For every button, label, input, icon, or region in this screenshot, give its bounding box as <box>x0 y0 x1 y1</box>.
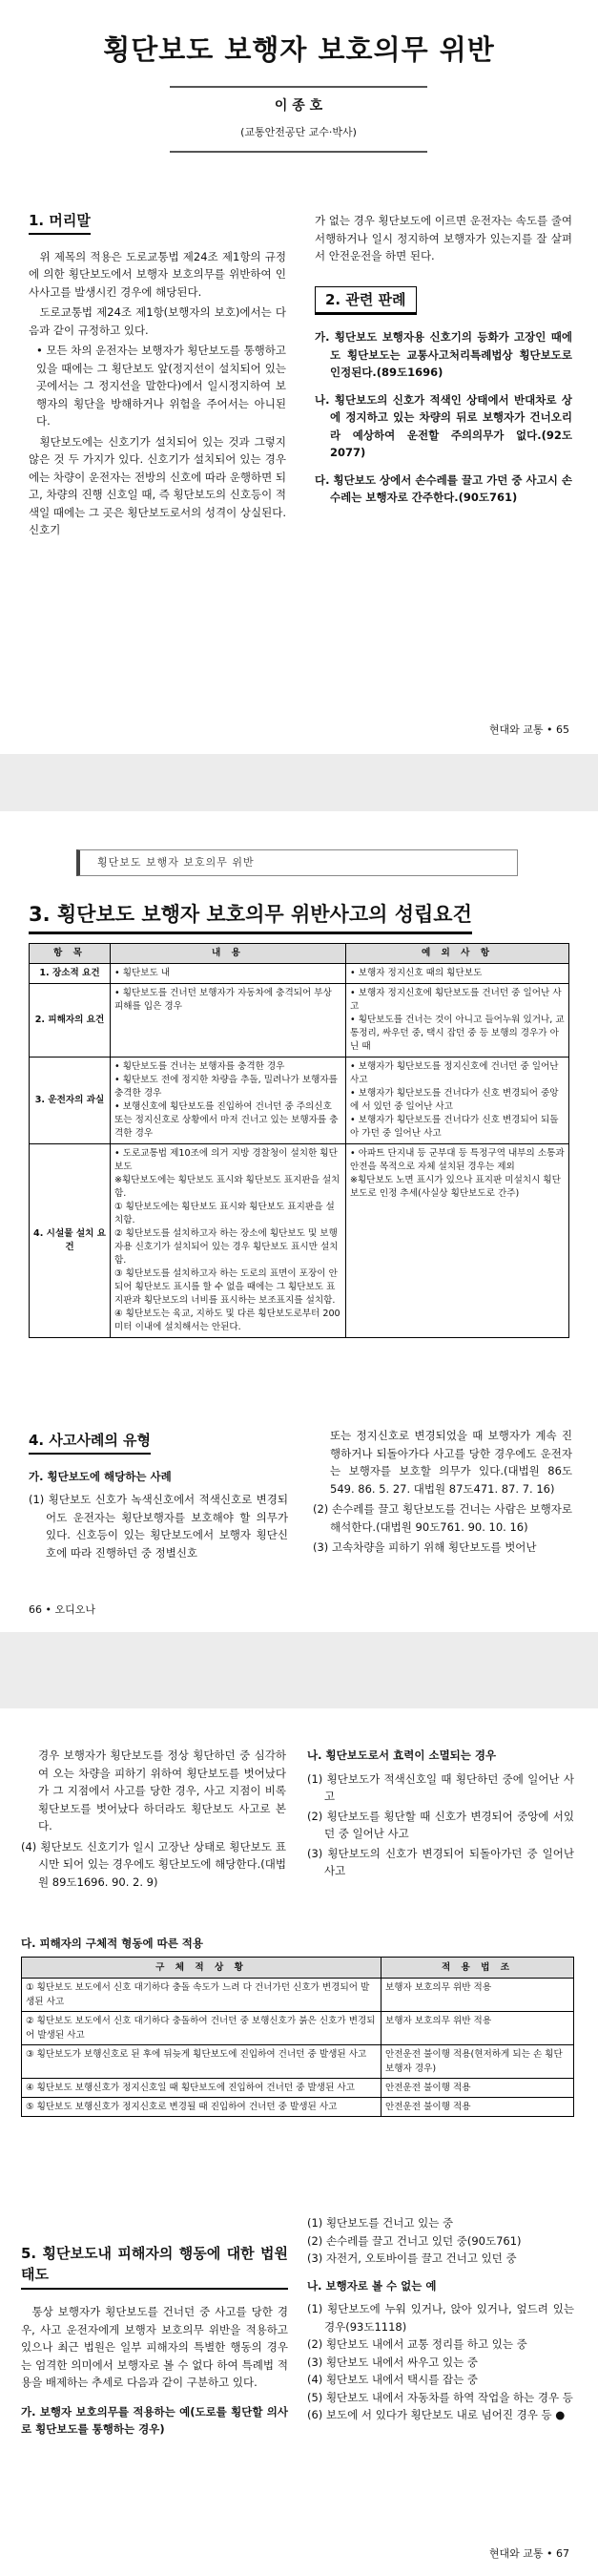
table-cell: ① 횡단보도 보도에서 신호 대기하다 충돌 속도가 느려 다 건너가던 신호가 변경되어 발생된 사고 <box>22 1979 381 2012</box>
case-item: (3) 자전거, 오토바이를 끌고 건너고 있던 중 <box>307 2251 517 2265</box>
precedent-item: 다. 횡단보도 상에서 손수레를 끌고 가던 중 사고시 손수레는 보행자로 간주한다.(90도761) <box>315 472 572 504</box>
case-item: (2) 손수레를 끌고 건너고 있던 중(90도761) <box>307 2233 522 2248</box>
case-item: (1) 횡단보도를 건너고 있는 중 <box>307 2216 454 2230</box>
page-65 <box>0 0 598 754</box>
table-cell: 보행자 보호의무 위반 적용 <box>381 2012 574 2045</box>
page-footer: 현대와 교통 • 65 <box>488 723 569 736</box>
table-cell: 안전운전 불이행 적용 <box>381 2098 574 2117</box>
paragraph: 횡단보도에는 신호기가 설치되어 있는 것과 그렇지 않은 것 두 가지가 있다. 신호기가 설치되어 있는 경우에는 차량이 운전자는 전방의 신호에 따라 운행하면 되고, 차량의 진행 신호일 때, 즉 횡단보도의 신호등이 적색일 때에는 그 곳은 횡단보도로서의 성격이 상실된다. 신호기 <box>29 434 286 536</box>
page-footer: 현대와 교통 • 67 <box>488 2547 569 2560</box>
case-item: (2) 횡단보도 내에서 교통 정리를 하고 있는 중 <box>307 2337 527 2351</box>
table-row <box>30 984 569 1058</box>
left-column <box>21 1747 286 1891</box>
author-block <box>170 86 427 153</box>
table-cell: ⑤ 횡단보도 보행신호가 정지신호로 변경될 때 진입하여 건너던 중 발생된 사고 <box>22 2098 381 2117</box>
subheading: 나. 횡단보도로서 효력이 소멸되는 경우 <box>307 1749 497 1762</box>
right-column <box>315 212 572 516</box>
left-column-lower <box>21 2243 288 2444</box>
case-item: (3) 횡단보도의 신호가 변경되어 되돌아가던 중 일어난 사고 <box>307 1846 574 1877</box>
right-column <box>313 1427 572 1557</box>
table-cell: ④ 횡단보도 보행신호가 정지신호일 때 횡단보도에 진입하여 건너던 중 발생된 사고 <box>22 2079 381 2098</box>
case-item: (4) 횡단보도 내에서 택시를 잡는 중 <box>307 2373 478 2386</box>
row-item: 3. 운전자의 과실 <box>30 1058 111 1144</box>
table-row <box>30 1058 569 1144</box>
case-item: (3) 고속차량을 피하기 위해 횡단보도를 벗어난 <box>313 1540 537 1554</box>
row-content: • 횡단보도를 건너던 보행자가 자동차에 충격되어 부상 피해를 입은 경우 <box>111 984 346 1058</box>
table-header: 적 용 법 조 <box>381 1958 574 1979</box>
left-column <box>29 1432 288 1561</box>
row-item: 2. 피해자의 요건 <box>30 984 111 1058</box>
paragraph: 도로교통법 제24조 제1항(보행자의 보호)에서는 다음과 같이 규정하고 있다. <box>29 305 286 337</box>
table-row <box>30 964 569 984</box>
case-item: 또는 정지신호로 변경되었을 때 보행자가 계속 진행하거나 되돌아가다 사고를 당한 경우에도 운전자는 보행자를 보호할 의무가 있다.(대법원 86도549. 86. 5. 27. 대법원 87도471. 87. 7. 16) <box>330 1429 572 1496</box>
page-gap <box>0 1632 598 1708</box>
case-item: (4) 횡단보도 신호기가 일시 고장난 상태로 횡단보도 표시만 되어 있는 경우에도 횡단보도에 해당한다.(대법원 89도1696. 90. 2. 9) <box>21 1839 286 1889</box>
author-affiliation: (교통안전공단 교수·박사) <box>240 126 357 138</box>
quoted-provision: • 모든 차의 운전자는 보행자가 횡단보도를 통행하고 있을 때에는 그 횡단보도 앞(정지선이 설치되어 있는 곳에서는 그 정지선을 말한다)에서 일시정지하여 보행자의 횡단을 방해하거나 위험을 주어서는 아니된다. <box>36 344 287 428</box>
table-cell: 보행자 보호의무 위반 적용 <box>381 1979 574 2012</box>
section-2-heading: 2. 관련 판례 <box>315 286 417 316</box>
section-4-heading: 4. 사고사례의 유형 <box>29 1432 151 1455</box>
subheading: 나. 보행자로 볼 수 없는 예 <box>307 2278 437 2293</box>
subheading: 가. 횡단보도에 해당하는 사례 <box>29 1469 172 1483</box>
table-header: 내 용 <box>111 944 346 964</box>
table-cell: ② 횡단보도 보도에서 신호 대기하다 충돌하여 건너던 중 보행신호가 붉은 신호가 변경되어 발생된 사고 <box>22 2012 381 2045</box>
case-item: (3) 횡단보도 내에서 싸우고 있는 중 <box>307 2355 478 2369</box>
table-row <box>22 1979 574 2012</box>
row-content: • 횡단보도를 건너는 보행자를 충격한 경우 • 횡단보도 전에 정지한 차량을 추돌, 밀려나가 보행자를 충격한 경우 • 보행신호에 횡단보도를 진입하여 건너던 중 주의신호 또는 정지신호로 상황에서 마저 건너고 있는 보행자를 충격한 경우 <box>111 1058 346 1144</box>
table-cell: ③ 횡단보도가 보행신호로 된 후에 뒤늦게 횡단보도에 진입하여 건너던 중 발생된 사고 <box>22 2045 381 2079</box>
case-item: 경우 보행자가 횡단보도를 정상 횡단하던 중 심각하여 오는 차량을 피하기 위하여 횡단보도를 벗어났다가 그 지점에서 사고를 당한 경우, 사고 지점이 비록 횡단보도를 벗어났다 하더라도 횡단보도 사고로 본다. <box>38 1749 286 1833</box>
paragraph: 통상 보행자가 횡단보도를 건너던 중 사고를 당한 경우, 사고 운전자에게 보행자 보호의무 위반을 적용하고 있으나 최근 법원은 일부 피해자의 특별한 행동의 경우는 엄격한 의미에서 보행자로 볼 수 없다 하여 특례법 적용을 배제하는 추세로 다음과 같이 구분하고 있다. <box>21 2305 288 2389</box>
precedent-item: 가. 횡단보도 보행자용 신호기의 등화가 고장인 때에도 횡단보도는 교통사고처리특례법상 횡단보도로 인정된다.(89도1696) <box>315 330 572 379</box>
page-66 <box>0 811 598 1632</box>
case-item: (2) 손수레를 끌고 횡단보도를 건너는 사람은 보행자로 해석한다.(대법원 90도761. 90. 10. 16) <box>313 1502 572 1534</box>
row-exception: • 아파트 단지내 등 군부대 등 특정구역 내부의 소통과 안전을 목적으로 자체 설치된 경우는 제외 ※횡단보도 노면 표시가 있으나 표지판 미설치시 횡단보도로 인정 추세(사실상 횡단보도로 간주) <box>346 1144 569 1338</box>
section-3-heading: 3. 횡단보도 보행자 보호의무 위반사고의 성립요건 <box>29 899 472 934</box>
row-exception: • 보행자가 횡단보도를 정지신호에 건너던 중 일어난 사고 • 보행자가 횡단보도를 건너다가 신호 변경되어 중앙에 서 있던 중 일어난 사고 • 보행자가 횡단보도를 건너다가 신호 변경되어 되돌아 가던 중 일어난 사고 <box>346 1058 569 1144</box>
table-cell: 안전운전 불이행 적용(현저하게 되는 손 횡단 보행자 경우) <box>381 2045 574 2079</box>
table-cell: 안전운전 불이행 적용 <box>381 2079 574 2098</box>
row-content: • 도로교통법 제10조에 의거 지방 경찰청이 설치한 횡단보도 ※횡단보도에는 횡단보도 표시와 횡단보도 표지판을 설치함. ① 횡단보도에는 횡단보도 표시와 횡단보도 표지판을 설치함. ② 횡단보도를 설치하고자 하는 장소에 횡단보도 및 보행자용 신호기가 설치되어 있는 경우 횡단보도 표시만 설치함. ③ 횡단보도를 설치하고자 하는 도로의 표면이 포장이 안되어 횡단보도 표시를 할 수 없을 때에는 그 횡단보도 표지판과 횡단보도의 너비를 표시하는 보조표지를 설치함. ④ 횡단보도는 육교, 지하도 및 다른 횡단보도로부터 200미터 이내에 설치해서는 안된다. <box>111 1144 346 1338</box>
table-row <box>22 2012 574 2045</box>
section-5-heading: 5. 횡단보도내 피해자의 행동에 대한 법원 태도 <box>21 2243 288 2290</box>
precedent-item: 나. 횡단보도의 신호가 적색인 상태에서 반대차로 상에 정지하고 있는 차량의 뒤로 보행자가 건너오리라 예상하여 운전할 주의의무가 없다.(92도2077) <box>315 392 572 459</box>
left-column <box>29 212 286 542</box>
case-item: (1) 횡단보도 신호가 녹색신호에서 적색신호로 변경되어도 운전자는 횡단보행자를 보호해야 할 의무가 있다. 신호등이 있는 횡단보도에서 보행자 횡단신호에 따라 진행하던 중 정별신호 <box>29 1493 288 1560</box>
case-item: (6) 보도에 서 있다가 횡단보도 내로 넘어진 경우 등 ● <box>307 2408 566 2421</box>
running-header: 횡단보도 보행자 보호의무 위반 <box>76 849 518 876</box>
page-gap <box>0 754 598 811</box>
case-item: (5) 횡단보도 내에서 자동차를 하역 작업을 하는 경우 등 <box>307 2390 573 2404</box>
right-column-lower <box>307 2214 574 2424</box>
table-row <box>22 2098 574 2117</box>
requirements-table <box>29 943 569 1338</box>
author-name: 이 종 호 <box>274 98 323 114</box>
paragraph: 가 없는 경우 횡단보도에 이르면 운전자는 속도를 줄여 서행하거나 일시 정지하여 보행자가 있는지를 잘 살펴서 안전운전을 하면 된다. <box>315 214 572 262</box>
row-exception: • 보행자 정지신호 때의 횡단보도 <box>346 964 569 984</box>
behavior-table <box>21 1957 574 2117</box>
table-row <box>22 2079 574 2098</box>
section-1-heading: 1. 머리말 <box>29 212 91 235</box>
case-item: (2) 횡단보도를 횡단할 때 신호가 변경되어 중앙에 서있던 중 일어난 사고 <box>307 1809 574 1840</box>
case-item: (1) 횡단보도에 누워 있거나, 앉아 있거나, 엎드려 있는 경우(93도1118) <box>307 2302 574 2334</box>
table-row <box>30 1144 569 1338</box>
page-footer: 66 • 오디오나 <box>29 1603 95 1616</box>
row-item: 1. 장소적 요건 <box>30 964 111 984</box>
table-header: 예 외 사 항 <box>346 944 569 964</box>
row-item: 4. 시설물 설치 요건 <box>30 1144 111 1338</box>
table-row <box>22 2045 574 2079</box>
table-header: 항 목 <box>30 944 111 964</box>
page-67 <box>0 1708 598 2576</box>
paragraph: 위 제목의 적용은 도로교통법 제24조 제1항의 규정에 의한 횡단보도에서 보행자 보호의무를 위반하여 인사사고를 발생시킨 경우에 해당된다. <box>29 249 286 299</box>
subheading: 가. 보행자 보호의무를 적용하는 예(도로를 횡단할 의사로 횡단보도를 통행하는 경우) <box>21 2404 288 2436</box>
table-caption: 다. 피해자의 구체적 형동에 따른 적용 <box>21 1937 204 1950</box>
right-column <box>307 1747 574 1880</box>
table-header: 구 체 적 상 황 <box>22 1958 381 1979</box>
row-content: • 횡단보도 내 <box>111 964 346 984</box>
article-title: 횡단보도 보행자 보호의무 위반 <box>103 33 495 66</box>
row-exception: • 보행자 정지신호에 횡단보도를 건너던 중 일어난 사고 • 횡단보도를 건너는 것이 아니고 들어누워 있거나, 교통정리, 싸우던 중, 택시 잡던 중 등 보행의 경우가 아닌 때 <box>346 984 569 1058</box>
case-item: (1) 횡단보도가 적색신호일 때 횡단하던 중에 일어난 사고 <box>307 1771 574 1803</box>
